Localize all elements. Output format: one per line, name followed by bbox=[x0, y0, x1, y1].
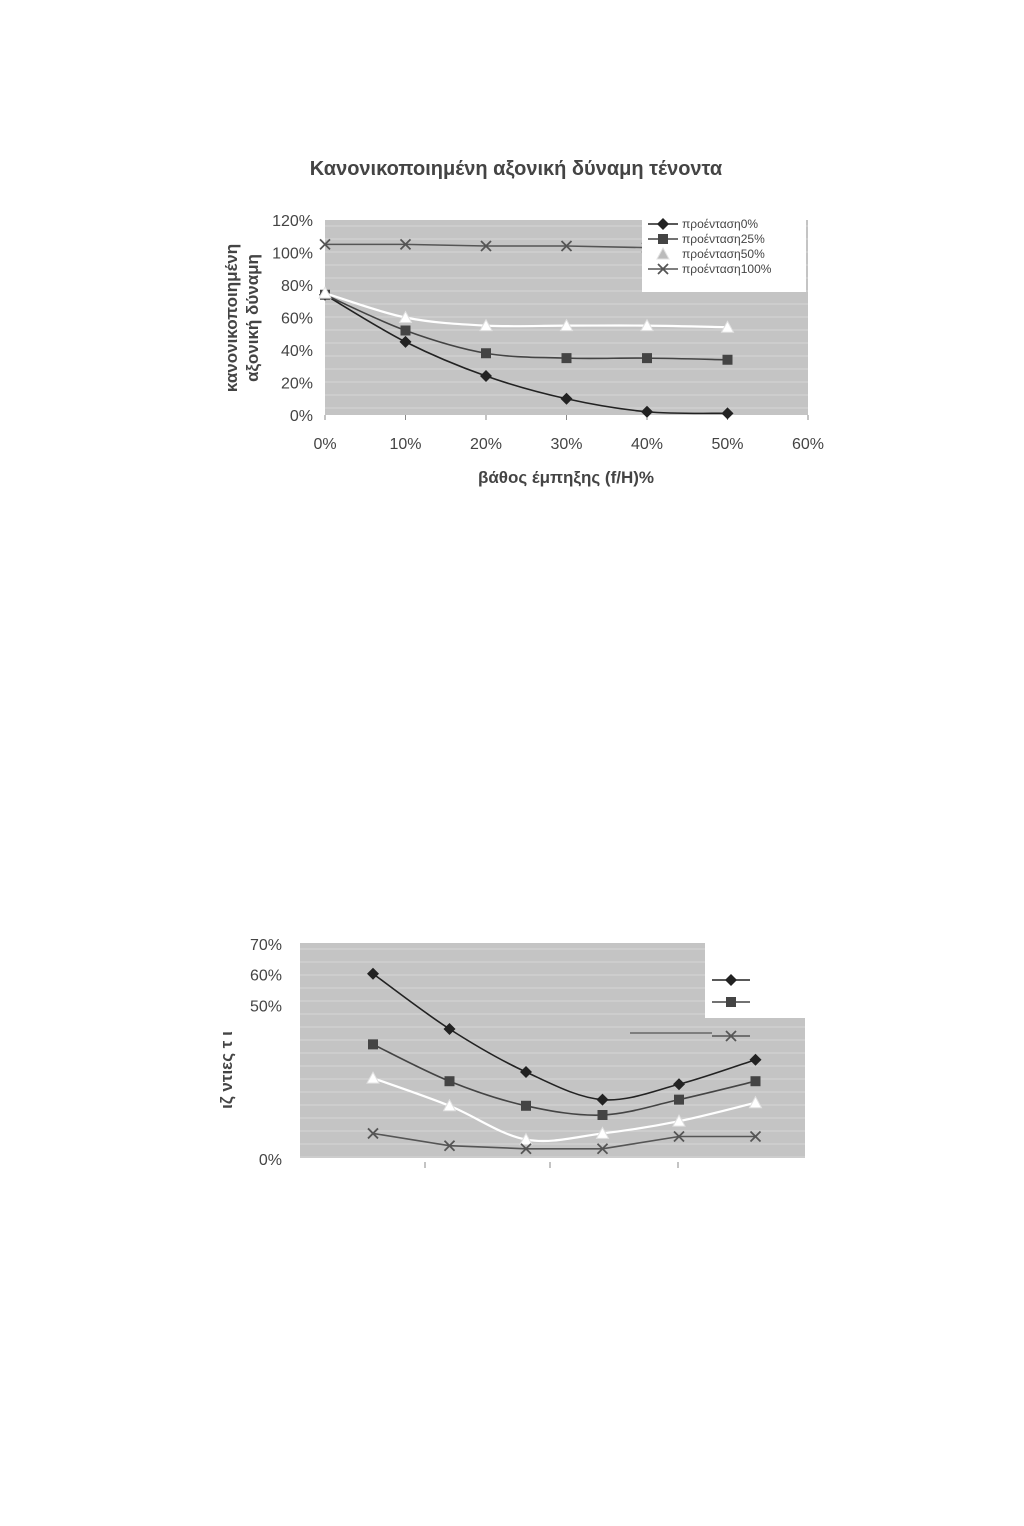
chart2-y-tick-label: 70% bbox=[249, 937, 282, 954]
chart2-point-series1 bbox=[674, 1095, 684, 1105]
chart2-y-tick-label: 60% bbox=[249, 967, 282, 985]
chart1-y-tick-label: 40% bbox=[280, 343, 313, 360]
chart1-x-tick-label: 60% bbox=[791, 436, 825, 453]
chart1-legend-label-2: προένταση50% bbox=[682, 247, 765, 261]
chart1-title: Κανονικοποιημένη αξονική δύναμη τένοντα bbox=[309, 158, 723, 180]
chart1-legend-label-3: προένταση100% bbox=[682, 262, 772, 276]
chart2-point-series1 bbox=[751, 1076, 761, 1086]
chart2-legend bbox=[705, 930, 815, 1018]
chart1-y-tick-label: 120% bbox=[272, 213, 313, 230]
chart1-y-tick-label: 100% bbox=[272, 245, 313, 263]
chart1-y-axis-label-line2: αξονική δύναμη bbox=[243, 254, 262, 382]
chart2-point-series1 bbox=[521, 1101, 531, 1111]
chart2-y-tick-label: 50% bbox=[249, 998, 282, 1016]
chart1-legend-label-1: προένταση25% bbox=[682, 232, 765, 246]
chart1-x-tick-label: 40% bbox=[630, 436, 664, 453]
chart2-point-series1 bbox=[368, 1039, 378, 1049]
chart1-x-tick-label: 20% bbox=[469, 436, 503, 453]
chart2-point-series1 bbox=[598, 1110, 608, 1120]
chart1-x-tick-label: 0% bbox=[313, 436, 337, 453]
chart1-y-tick-label: 60% bbox=[280, 310, 313, 328]
chart2-y-tick-label: 0% bbox=[258, 1152, 282, 1169]
chart1-x-tick-label: 30% bbox=[550, 436, 583, 453]
chart1-legend-label-0: προένταση0% bbox=[682, 217, 759, 231]
chart1-y-tick-label: 20% bbox=[280, 375, 313, 393]
chart2-y-axis-label-fragment: ιζ ντιες τ ι bbox=[217, 1031, 236, 1109]
chart1-y-tick-label: 0% bbox=[289, 408, 313, 425]
chart2-legend-marker-1 bbox=[726, 997, 736, 1007]
chart2-point-series1 bbox=[445, 1076, 455, 1086]
chart1-y-axis-label-line1: κανονικοποιημένη bbox=[222, 243, 241, 393]
chart1-x-tick-label: 10% bbox=[389, 436, 422, 453]
chart1-x-tick-label: 50% bbox=[711, 436, 744, 453]
chart1-y-tick-label: 80% bbox=[280, 278, 313, 295]
chart1-x-axis-label: βάθος έμπηξης (f/H)% bbox=[477, 468, 655, 487]
